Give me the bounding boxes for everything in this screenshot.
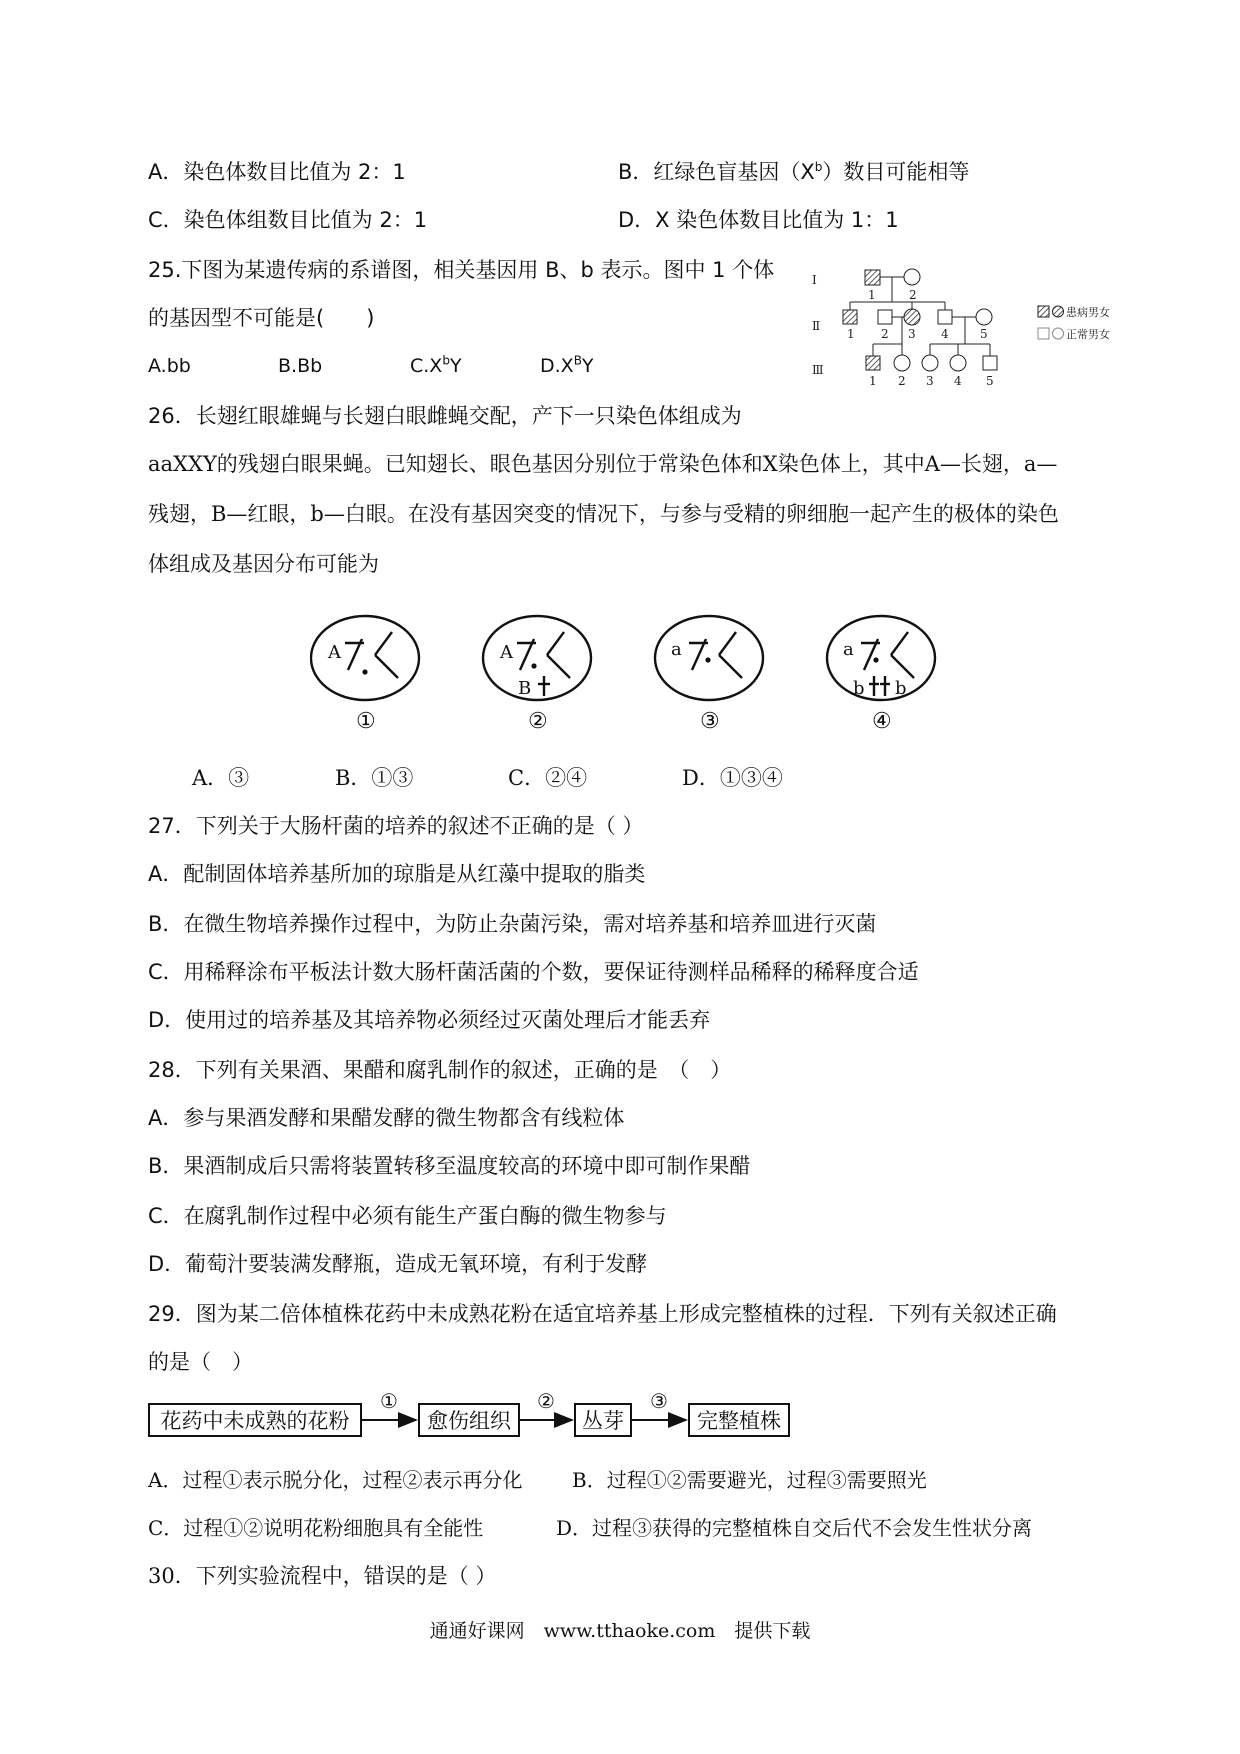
q25-option-b: B.Bb — [278, 355, 323, 377]
q24-option-b: B．红绿色盲基因$(X^b)$数目可能相等 — [618, 160, 970, 184]
pedigree-normal-female — [976, 309, 992, 325]
q25-option-a: A.bb — [148, 355, 191, 377]
q29-stem-line1: 29．图为某二倍体植株花药中未成熟花粉在适宜培养基上形成完整植株的过程．下列有关叙述正确 — [148, 1302, 1057, 1326]
q29-option-d: D．过程③获得的完整植株自交后代不会发生性状分离 — [556, 1516, 1033, 1540]
pedigree-number: 5 — [986, 374, 994, 388]
cell-label: ② — [528, 709, 548, 734]
pedigree-number: 3 — [926, 374, 934, 388]
q27-option-b: B．在微生物培养操作过程中，为防止杂菌污染，需对培养基和培养皿进行灭菌 — [148, 912, 877, 936]
gen-label-3: Ⅲ — [812, 363, 824, 377]
page-footer: 通通好课网 www.tthaoke.com 提供下载 — [429, 1620, 811, 1642]
flow-step-label: ② — [537, 1392, 555, 1413]
q25-option-d: $D.X^BY$ — [540, 353, 594, 377]
flow-box-label: 花药中未成熟的花粉 — [160, 1409, 350, 1433]
cell-label: ③ — [700, 709, 720, 734]
flow-box-label: 愈伤组织 — [427, 1409, 511, 1433]
flow-step-label: ① — [380, 1392, 398, 1413]
q25-stem-line2: 的基因型不可能是( ) — [148, 306, 375, 330]
gene-label: a — [671, 639, 682, 660]
legend-affected-male-icon — [1038, 306, 1049, 317]
culture-flow-diagram — [148, 1392, 808, 1442]
q29-option-a: A．过程①表示脱分化，过程②表示再分化 — [148, 1468, 523, 1492]
q27-option-d: D．使用过的培养基及其培养物必须经过灭菌处理后才能丢弃 — [148, 1008, 711, 1032]
flow-step-label: ③ — [650, 1392, 668, 1413]
q26-option-d: D．①③④ — [682, 766, 783, 790]
q26-stem-line2: aaXXY的残翅白眼果蝇。已知翅长、眼色基因分别位于常染色体和X染色体上，其中A—长翅，a— — [148, 452, 1058, 476]
q26-option-c: C．②④ — [508, 766, 588, 790]
gen-label-2: Ⅱ — [812, 319, 821, 333]
q26-stem-line3: 残翅，B—红眼，b—白眼。在没有基因突变的情况下，与参与受精的卵细胞一起产生的极体的染色 — [148, 502, 1059, 526]
q29-option-c: C．过程①②说明花粉细胞具有全能性 — [148, 1516, 484, 1540]
pedigree-affected-male — [843, 310, 857, 324]
q27-option-a: A．配制固体培养基所加的琼脂是从红藻中提取的脂类 — [148, 862, 646, 886]
pedigree-number: 3 — [908, 327, 916, 341]
pedigree-number: 5 — [980, 327, 988, 341]
q30-stem: 30．下列实验流程中，错误的是（ ） — [148, 1564, 497, 1588]
q29-option-b: B．过程①②需要避光，过程③需要照光 — [572, 1468, 927, 1492]
cell-diagram-2 — [483, 616, 591, 734]
pedigree-number: 2 — [898, 374, 906, 388]
q24-option-c: C．染色体组数目比值为 2：1 — [148, 208, 428, 232]
pedigree-number: 2 — [909, 288, 917, 302]
q28-option-d: D．葡萄汁要装满发酵瓶，造成无氧环境，有利于发酵 — [148, 1252, 648, 1276]
cell-diagram-1 — [311, 616, 419, 734]
gene-label: A — [500, 642, 513, 663]
legend-normal-male-icon — [1038, 328, 1049, 339]
pedigree-number: 1 — [869, 374, 877, 388]
cell-diagram-3 — [655, 616, 763, 734]
q25-stem-line1: 25.下图为某遗传病的系谱图，相关基因用 B、b 表示。图中 1 个体 — [148, 258, 775, 282]
pedigree-chart — [800, 262, 1130, 402]
pedigree-normal-female — [894, 355, 910, 371]
gene-label: b — [853, 678, 865, 699]
q24-option-d: D．X 染色体数目比值为 1：1 — [618, 208, 899, 232]
pedigree-number: 4 — [941, 327, 949, 341]
q27-option-c: C．用稀释涂布平板法计数大肠杆菌活菌的个数，要保证待测样品稀释的稀释度合适 — [148, 960, 919, 984]
legend-affected-label: 患病男女 — [1066, 306, 1110, 319]
pedigree-affected-male — [866, 356, 880, 370]
q26-option-b: B．①③ — [335, 766, 414, 790]
cell-label: ① — [356, 709, 376, 734]
pedigree-affected-female — [904, 309, 920, 325]
gene-label: B — [518, 678, 532, 699]
legend-normal-female-icon — [1053, 328, 1064, 339]
pedigree-number: 4 — [954, 374, 962, 388]
pedigree-normal-male — [878, 310, 892, 324]
q28-option-b: B．果酒制成后只需将装置转移至温度较高的环境中即可制作果醋 — [148, 1154, 751, 1178]
pedigree-normal-female — [922, 355, 938, 371]
legend-affected-female-icon — [1053, 306, 1064, 317]
cell-label: ④ — [872, 709, 892, 734]
q26-stem-line1: 26．长翅红眼雄蝇与长翅白眼雌蝇交配，产下一只染色体组成为 — [148, 404, 742, 428]
pedigree-number: 1 — [847, 327, 855, 341]
q26-option-a: A．③ — [192, 766, 250, 790]
q29-stem-line2: 的是（ ） — [148, 1350, 253, 1374]
flow-box-label: 丛芽 — [582, 1409, 624, 1433]
polar-body-diagrams — [310, 610, 970, 735]
gen-label-1: Ⅰ — [812, 273, 817, 287]
q25-option-c: $C.X^bY$ — [410, 353, 462, 377]
q24-option-a: A．染色体数目比值为 2：1 — [148, 160, 406, 184]
pedigree-affected-male — [865, 270, 880, 285]
q28-option-a: A．参与果酒发酵和果醋发酵的微生物都含有线粒体 — [148, 1106, 625, 1130]
q28-option-c: C．在腐乳制作过程中必须有能生产蛋白酶的微生物参与 — [148, 1204, 667, 1228]
q26-stem-line4: 体组成及基因分布可能为 — [148, 552, 379, 576]
q28-stem: 28．下列有关果酒、果醋和腐乳制作的叙述，正确的是 （ ） — [148, 1058, 732, 1082]
pedigree-normal-male — [938, 310, 952, 324]
pedigree-normal-female — [904, 269, 920, 285]
legend-normal-label: 正常男女 — [1066, 328, 1110, 341]
pedigree-normal-female — [950, 355, 966, 371]
gene-label: A — [328, 642, 341, 663]
flow-box-label: 完整植株 — [697, 1409, 781, 1433]
gene-label: b — [895, 678, 907, 699]
q27-stem: 27．下列关于大肠杆菌的培养的叙述不正确的是（ ） — [148, 814, 644, 838]
cell-diagram-4 — [827, 616, 935, 734]
gene-label: a — [843, 639, 854, 660]
pedigree-normal-male — [983, 356, 997, 370]
pedigree-number: 1 — [868, 288, 876, 302]
pedigree-number: 2 — [881, 327, 889, 341]
